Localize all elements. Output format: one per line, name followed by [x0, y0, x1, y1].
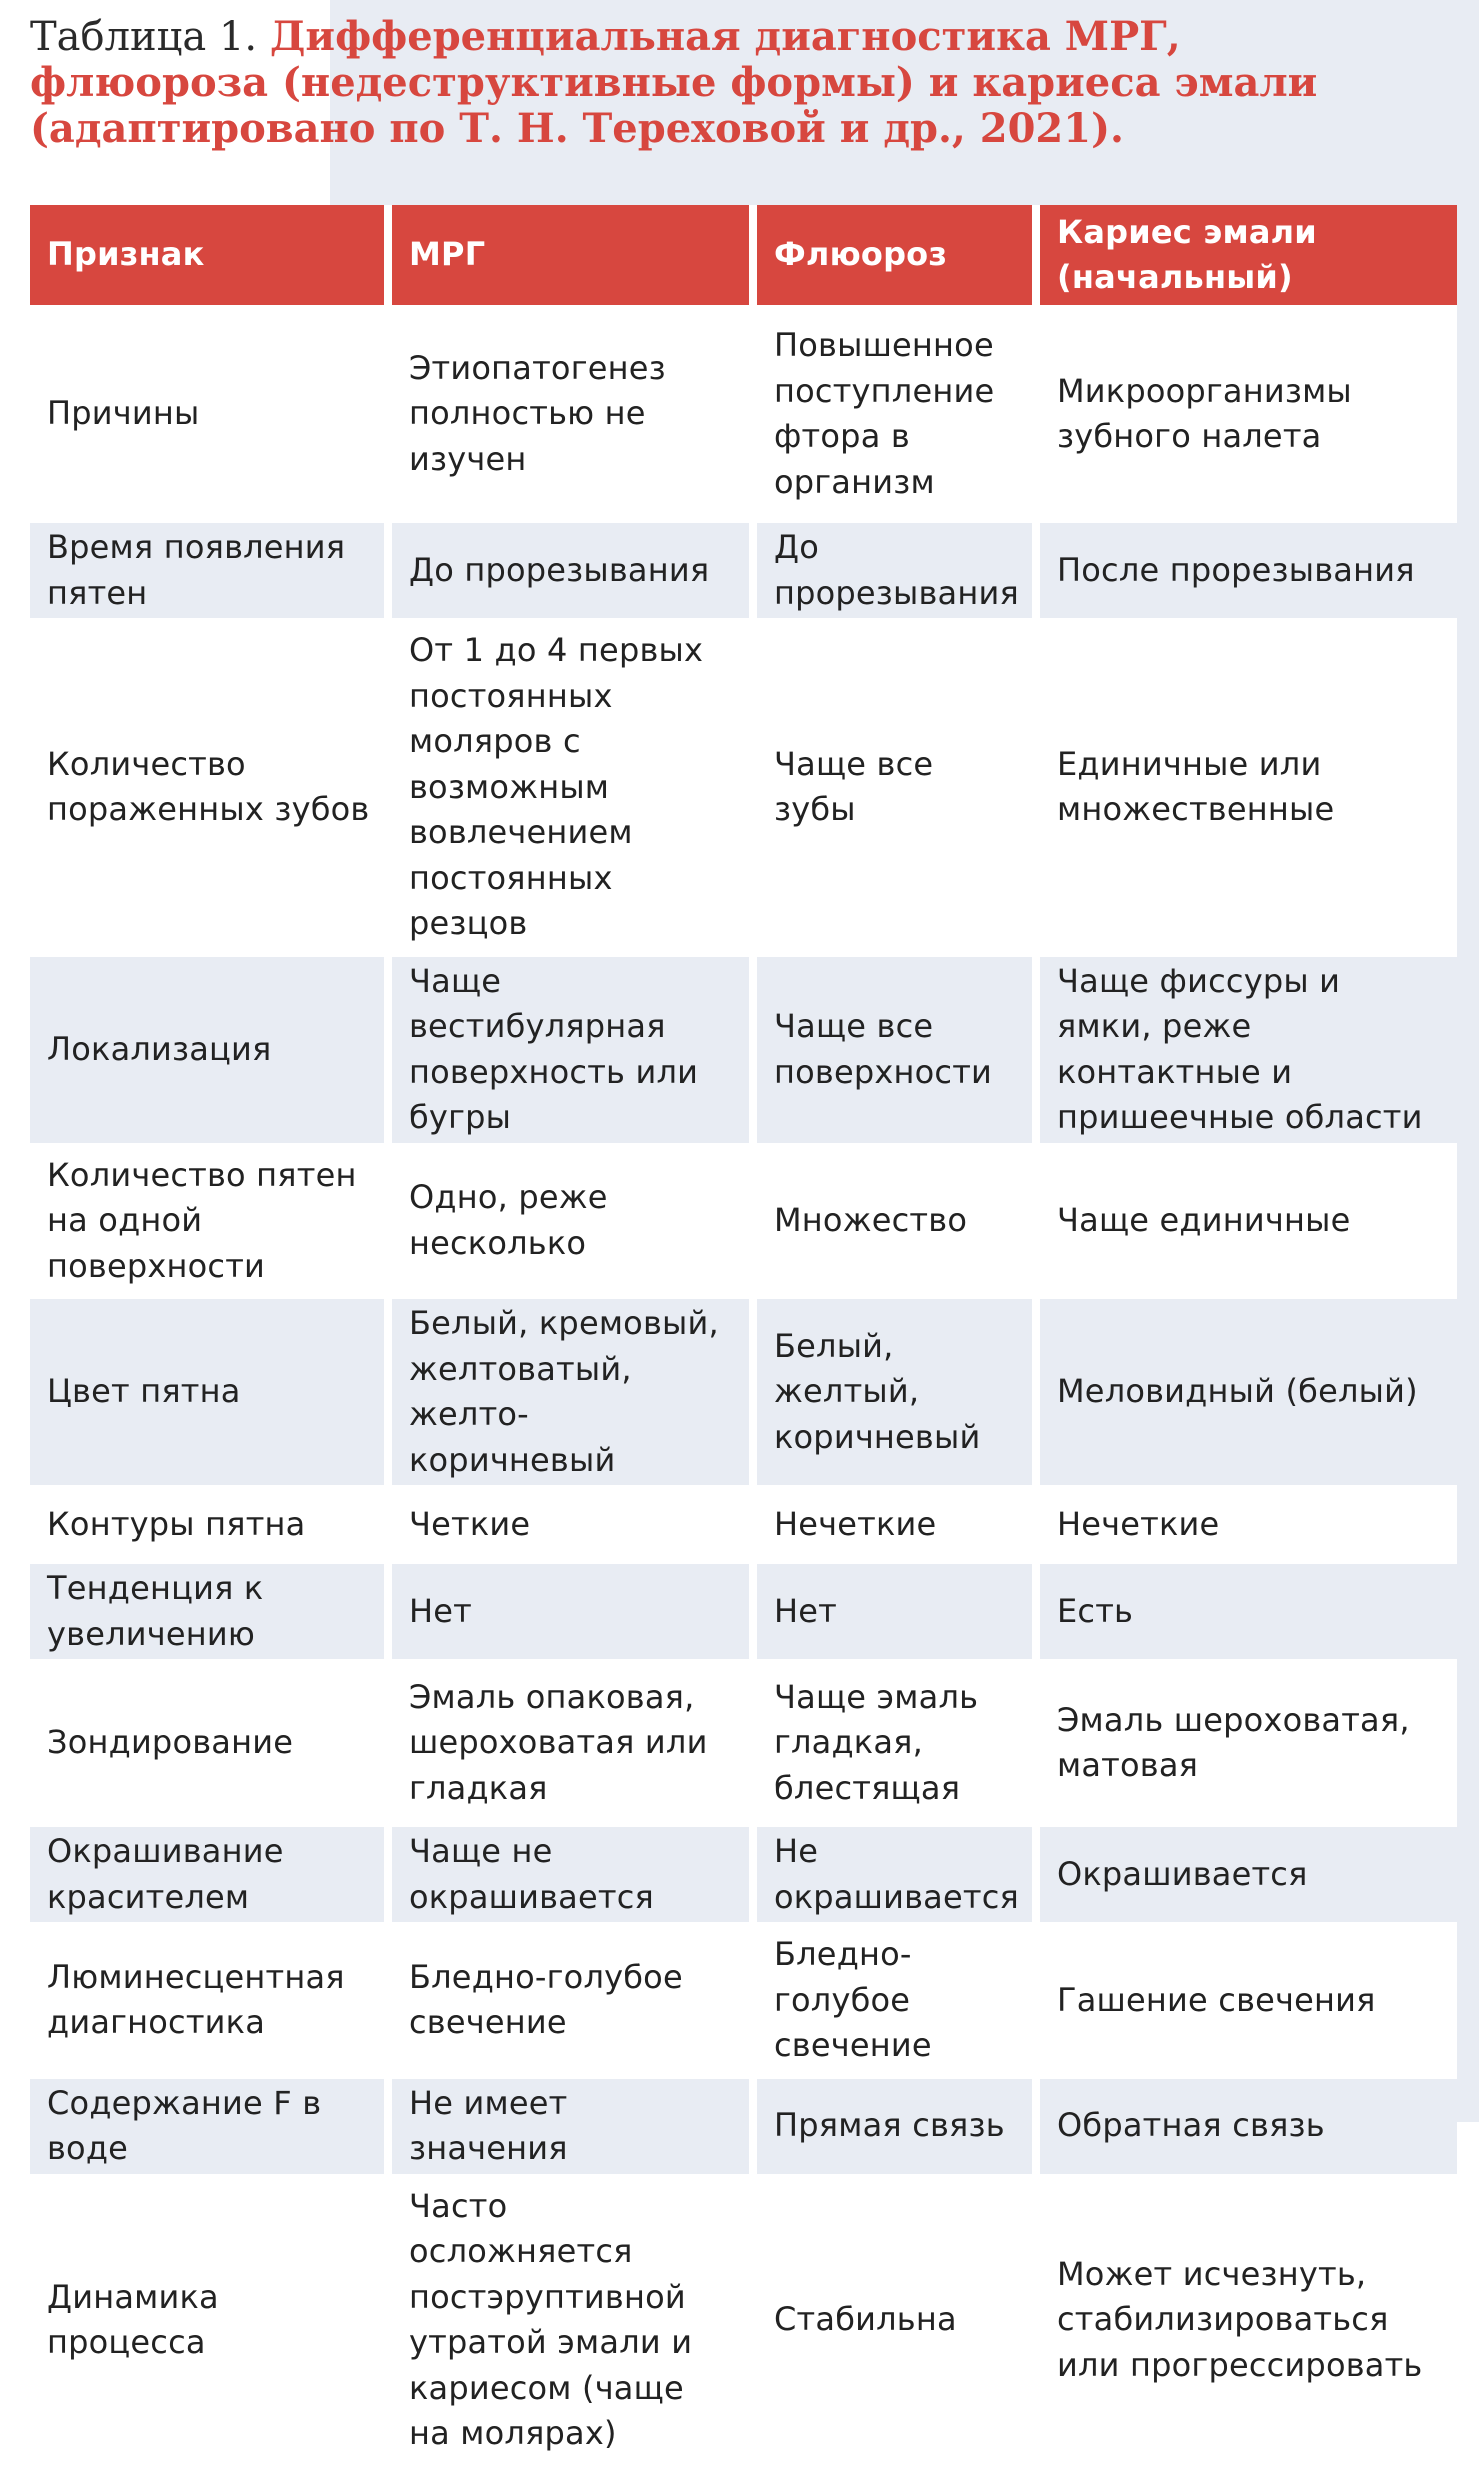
table-row — [30, 2079, 1457, 2182]
table-cell: Динамика процесса — [30, 2182, 392, 2467]
table-row — [30, 626, 1457, 957]
table-cell: Не имеет значения — [392, 2079, 757, 2182]
header-cell-mih: МРГ — [392, 205, 757, 313]
caption-title: Дифференциальная диагностика МРГ, флюороза (недеструктивные формы) и кариеса эмали (адаптировано по Т. Н. Тереховой и др., 2021). — [30, 13, 1318, 152]
table-row — [30, 957, 1457, 1151]
caption-label: Таблица 1. — [30, 14, 258, 60]
table-row — [30, 1930, 1457, 2079]
table-cell: Прямая связь — [757, 2079, 1040, 2182]
header-row — [30, 205, 1457, 313]
table-row — [30, 1827, 1457, 1930]
table-cell: Повышенное поступление фтора в организм — [757, 313, 1040, 523]
table-cell: Содержание F в воде — [30, 2079, 392, 2182]
header-cell-feature: Признак — [30, 205, 392, 313]
table-cell: Тенденция к увеличению — [30, 1564, 392, 1667]
table-row — [30, 1493, 1457, 1564]
table-row — [30, 523, 1457, 626]
table-caption — [30, 14, 1430, 152]
table-cell: Не окрашивается — [757, 1827, 1040, 1930]
table-cell: Чаще фиссуры и ямки, реже контактные и пришеечные области — [1040, 957, 1457, 1151]
table-cell: Люминесцентная диагностика — [30, 1930, 392, 2079]
table-cell: Может исчезнуть, стабилизироваться или прогрессировать — [1040, 2182, 1457, 2467]
table-cell: Одно, реже несколько — [392, 1151, 757, 1300]
table-row — [30, 1299, 1457, 1493]
table-cell: Этиопатогенез полностью не изучен — [392, 313, 757, 523]
table-cell: Время появления пятен — [30, 523, 392, 626]
table-cell: Нет — [757, 1564, 1040, 1667]
table-row — [30, 2182, 1457, 2467]
table-cell: Гашение свечения — [1040, 1930, 1457, 2079]
table-cell: Нечеткие — [1040, 1493, 1457, 1564]
table-cell: Чаще единичные — [1040, 1151, 1457, 1300]
table-row — [30, 1151, 1457, 1300]
table-body — [30, 313, 1457, 2467]
table-cell: Контуры пятна — [30, 1493, 392, 1564]
table-cell: Чаще не окрашивается — [392, 1827, 757, 1930]
table-cell: После прорезывания — [1040, 523, 1457, 626]
table-cell: От 1 до 4 первых постоянных моляров с возможным вовлечением постоянных резцов — [392, 626, 757, 957]
header-cell-caries: Кариес эмали (начальный) — [1040, 205, 1457, 313]
table-cell: Белый, кремовый, желтоватый, желто-коричневый — [392, 1299, 757, 1493]
table-cell: Бледно-голубое свечение — [757, 1930, 1040, 2079]
table-header — [30, 205, 1457, 313]
table-cell: Чаще все поверхности — [757, 957, 1040, 1151]
table-cell: Эмаль опаковая, шероховатая или гладкая — [392, 1667, 757, 1827]
table-cell: Белый, желтый, коричневый — [757, 1299, 1040, 1493]
table-cell: Меловидный (белый) — [1040, 1299, 1457, 1493]
table-cell: Окрашивание красителем — [30, 1827, 392, 1930]
table-cell: Чаще вестибулярная поверхность или бугры — [392, 957, 757, 1151]
table-cell: Локализация — [30, 957, 392, 1151]
table-cell: Количество пораженных зубов — [30, 626, 392, 957]
table-cell: Обратная связь — [1040, 2079, 1457, 2182]
table-cell: До прорезывания — [757, 523, 1040, 626]
table-cell: Единичные или множественные — [1040, 626, 1457, 957]
table-cell: Стабильна — [757, 2182, 1040, 2467]
table-cell: Нет — [392, 1564, 757, 1667]
table-cell: Есть — [1040, 1564, 1457, 1667]
table-row — [30, 313, 1457, 523]
table-cell: Количество пятен на одной поверхности — [30, 1151, 392, 1300]
table-row — [30, 1667, 1457, 1827]
table-cell: Причины — [30, 313, 392, 523]
table-cell: Эмаль шероховатая, матовая — [1040, 1667, 1457, 1827]
table-cell: Множество — [757, 1151, 1040, 1300]
table-cell: Четкие — [392, 1493, 757, 1564]
table-row — [30, 1564, 1457, 1667]
diagnosis-table — [30, 205, 1457, 2467]
table-cell: Часто осложняется постэруптивной утратой эмали и кариесом (чаще на молярах) — [392, 2182, 757, 2467]
table-cell: Бледно-голубое свечение — [392, 1930, 757, 2079]
table-cell: Микроорганизмы зубного налета — [1040, 313, 1457, 523]
table-cell: Цвет пятна — [30, 1299, 392, 1493]
table-cell: Чаще эмаль гладкая, блестящая — [757, 1667, 1040, 1827]
table-cell: До прорезывания — [392, 523, 757, 626]
table-cell: Нечеткие — [757, 1493, 1040, 1564]
header-cell-fluorosis: Флюороз — [757, 205, 1040, 313]
table-cell: Чаще все зубы — [757, 626, 1040, 957]
table-cell: Окрашивается — [1040, 1827, 1457, 1930]
table-cell: Зондирование — [30, 1667, 392, 1827]
